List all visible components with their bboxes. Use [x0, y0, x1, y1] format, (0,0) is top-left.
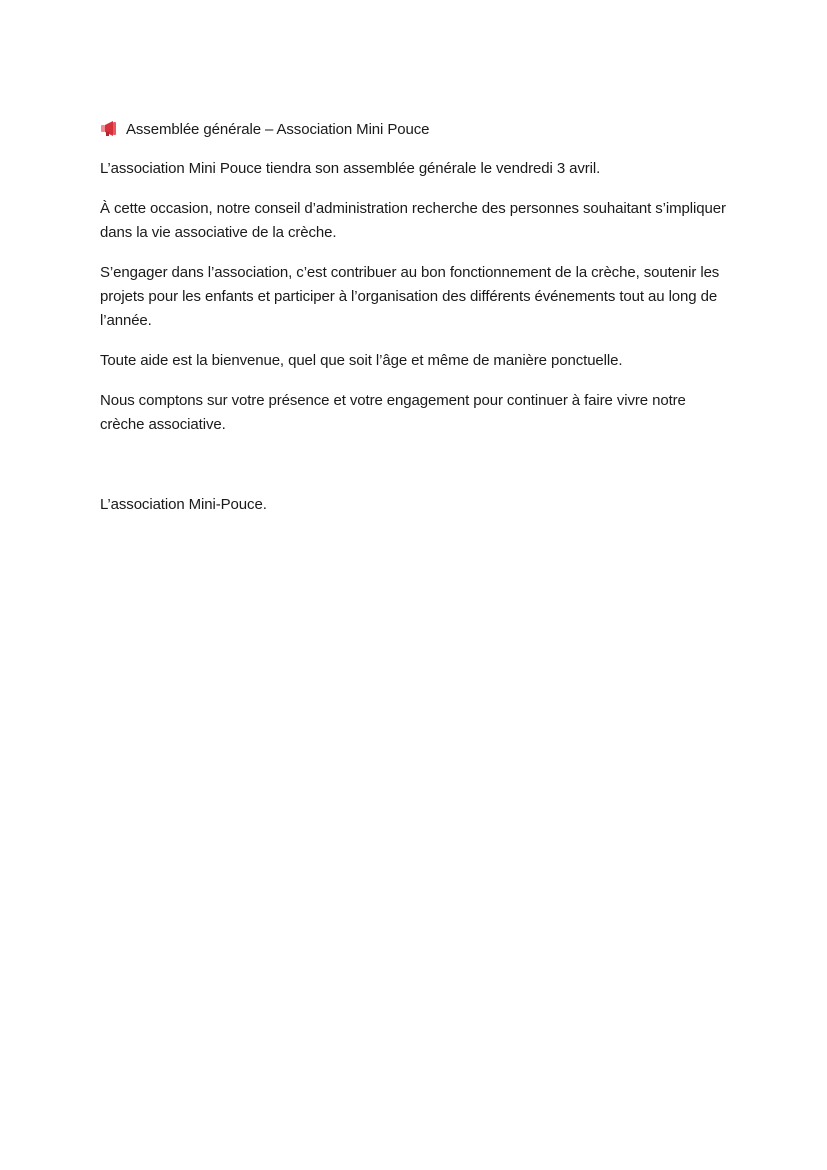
document-title: Assemblée générale – Association Mini Pouce	[126, 121, 430, 138]
paragraph-closing: Nous comptons sur votre présence et votre engagement pour continuer à faire vivre notre crèche associative.	[100, 392, 686, 433]
paragraph-engagement: S’engager dans l’association, c’est contribuer au bon fonctionnement de la crèche, soutenir les projets pour les enfants et participer à l’organisation des différents événements tout au long de l’année.	[100, 264, 720, 329]
document-body	[100, 118, 730, 517]
spacer	[100, 453, 730, 493]
megaphone-icon	[100, 120, 120, 138]
document-heading	[100, 118, 730, 142]
paragraph-help-welcome: Toute aide est la bienvenue, quel que soit l’âge et même de manière ponctuelle.	[100, 352, 623, 369]
signature: L’association Mini-Pouce.	[100, 496, 267, 513]
paragraph-board-recruitment: À cette occasion, notre conseil d’administration recherche des personnes souhaitant s’impliquer dans la vie associative de la crèche.	[100, 200, 726, 241]
paragraph-announcement: L’association Mini Pouce tiendra son assemblée générale le vendredi 3 avril.	[100, 160, 601, 177]
